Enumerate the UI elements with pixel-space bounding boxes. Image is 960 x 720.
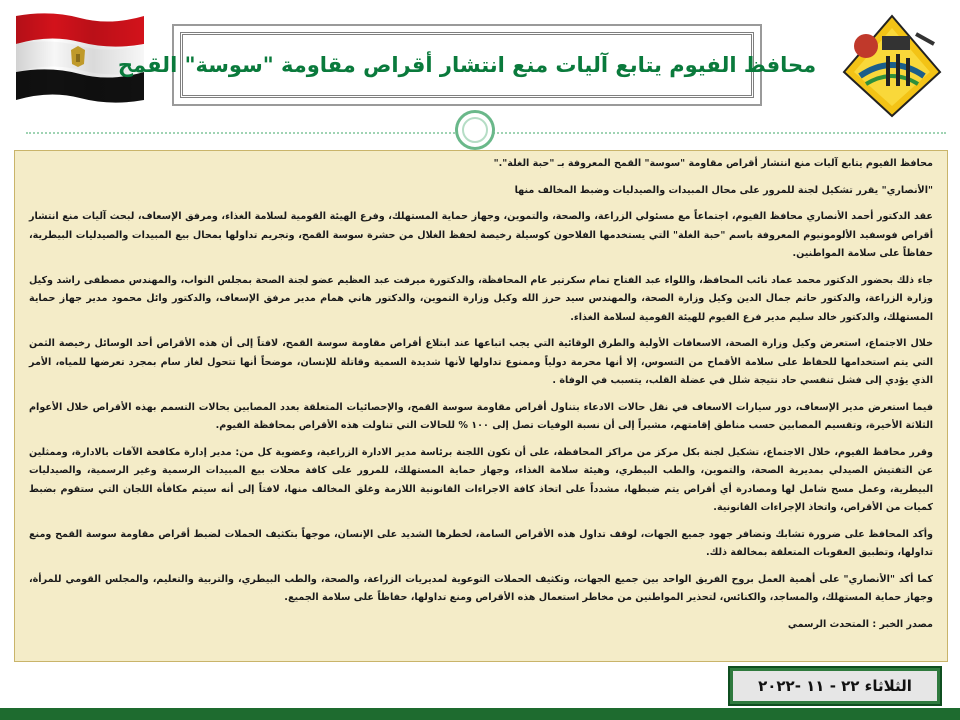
date-bar [728, 666, 942, 706]
date-bar-inner [733, 671, 937, 701]
article-source: مصدر الخبر : المتحدث الرسمي [787, 618, 933, 630]
article-box [14, 150, 948, 662]
separator-inner-ring [462, 117, 488, 143]
fayoum-governorate-logo-icon [836, 14, 948, 118]
article-paragraph: وقرر محافظ الفيوم، خلال الاجتماع، تشكيل لجنة بكل مركز من مراكز المحافظة، على أن تكون اللجنة برئاسة مدير الادارة الزراعية، وعضوية كل من: مدير إدارة مكافحة الآفات بالادارة، وممثلين عن التفتيش الصيدلي بمديرية الصحة، والتموين، والطب البيطري، وهيئة سلامة الغذاء، وجهاز حماية المستهلك، للمرور على كافة محلات بيع المبيدات الرسمية وغير الرسمية، والصيدليات البيطرية، وعمل مسح شامل لها ومصادرة أي أقراص يتم ضبطها، مشدداً على اتخاذ كافة الاجراءات القانونية اللازمة وغلق المخالف منها، لافتاً إلى أنه سيتم مكافأة اللجان التي ستقوم بضبط كميات من الأقراص، واتخاذ الإجراءات القانونية. [29, 446, 933, 513]
article-paragraph: عقد الدكتور أحمد الأنصاري محافظ الفيوم، اجتماعاً مع مسئولي الزراعة، والصحة، والتموين، وجهاز حماية المستهلك، وفرع الهيئة القومية لسلامة الغذاء، ومرفق الإسعاف، لبحث آليات منع انتشار أقراص فوسفيد الألومونيوم المعروفة باسم "حبة الغلة" التي يستخدمها الفلاحون كوسيلة رخيصة لحفظ الغلال من حشرة سوسة القمح، وتجريم تداولها بمحال بيع المبيدات والصيدليات البيطرية، حفاظاً على سلامة المواطنين. [29, 211, 933, 259]
page-title: محافظ الفيوم يتابع آليات منع انتشار أقراص مقاومة "سوسة" القمح [117, 53, 817, 77]
article-paragraph: وأكد المحافظ على ضرورة تشابك وتضافر جهود جميع الجهات، لوقف تداول هذه الأقراص السامة، لخطرها الشديد على الإنسان، موجهاً بتكثيف الحملات لضبط أقراص مقاومة سوسة القمح ومنع تداولها، وتطبيق العقوبات المتعلقة بمخالفة ذلك. [29, 528, 933, 558]
article-paragraph: خلال الاجتماع، استعرض وكيل وزارة الصحة، الاسعافات الأولية والطرق الوقائية التي يجب اتباعها عند ابتلاع أقراص مقاومة سوسة القمح، لافتاً إلى أن هذه الأقراص أحد الوسائل رخيصة الثمن التي يتم استخدامها للحفاظ على سلامة الأقماح من التسوس، إلا أنها محرمة دولياً وممنوع تداولها لأنها شديدة السمية وقاتلة للإنسان، موضحاً أنها تتحول لغاز سام بمجرد تعرضها للمياه، الأمر الذي يؤدي إلى فشل تنفسي حاد نتيجة شلل في عضلة القلب، يتسبب في الوفاة . [29, 338, 933, 386]
bottom-green-strip [0, 708, 960, 720]
article-paragraph: محافظ الفيوم يتابع آليات منع انتشار أقراص مقاومة "سوسة" القمح المعروفة بـ "حبة الغلة"." [493, 158, 933, 169]
title-inner-border [117, 32, 817, 98]
separator-circle-icon [455, 110, 495, 150]
article-paragraph: "الأنصاري" يقرر تشكيل لجنة للمرور على محال المبيدات والصيدليات وضبط المخالف منها [514, 184, 933, 196]
article-paragraph: كما أكد "الأنصاري" على أهمية العمل بروح الفريق الواحد بين جميع الجهات، وتكثيف الحملات التوعوية لمديريات الزراعة، والصحة، والطب البيطري، والتربية والتعليم، والمجلس القومي للمرأة، وجهاز حماية المستهلك، والمساجد، والكنائس، لتحذير المواطنين من مخاطر استعمال هذه الأقراص ومنع تداولها، حفاظاً على سلامة الجميع. [29, 573, 933, 603]
article-body [15, 151, 947, 634]
article-paragraph: فيما استعرض مدير الإسعاف، دور سيارات الاسعاف في نقل حالات الادعاء بتناول أقراص مقاومة سوسة القمح، والإحصائيات المتعلقة بعدد المصابين بحالات التسمم بهذه الأقراص خلال الأعوام الثلاثة الأخيرة، وتقسيم المصابين حسب مناطق إقامتهم، مشيراً إلى أن نسبة الوفيات تصل إلى ١٠٠ % للحالات التي تناولت هذه الأقراص بمحافظة الفيوم. [29, 401, 933, 431]
date-text: الثلاثاء ٢٢ - ١١ -٢٠٢٢ [758, 677, 912, 695]
article-paragraph: جاء ذلك بحضور الدكتور محمد عماد نائب المحافظ، واللواء عبد الفتاح تمام سكرتير عام المحافظة، والدكتورة ميرفت عبد العظيم عضو لجنة الصحة بمجلس النواب، والمهندس مصطفى راشد وكيل وزارة الزراعة، والدكتور حاتم جمال الدين وكيل وزارة الصحة، والمهندس سيد حرز الله وكيل وزارة التموين، والدكتور هاني همام مدير مرفق الإسعاف، والدكتور وائل محمود مدير جهاز حماية المستهلك، والدكتور خالد سليم مدير فرع الفيوم للهيئة القومية لسلامة الغذاء. [29, 274, 933, 323]
title-frame [117, 24, 817, 106]
